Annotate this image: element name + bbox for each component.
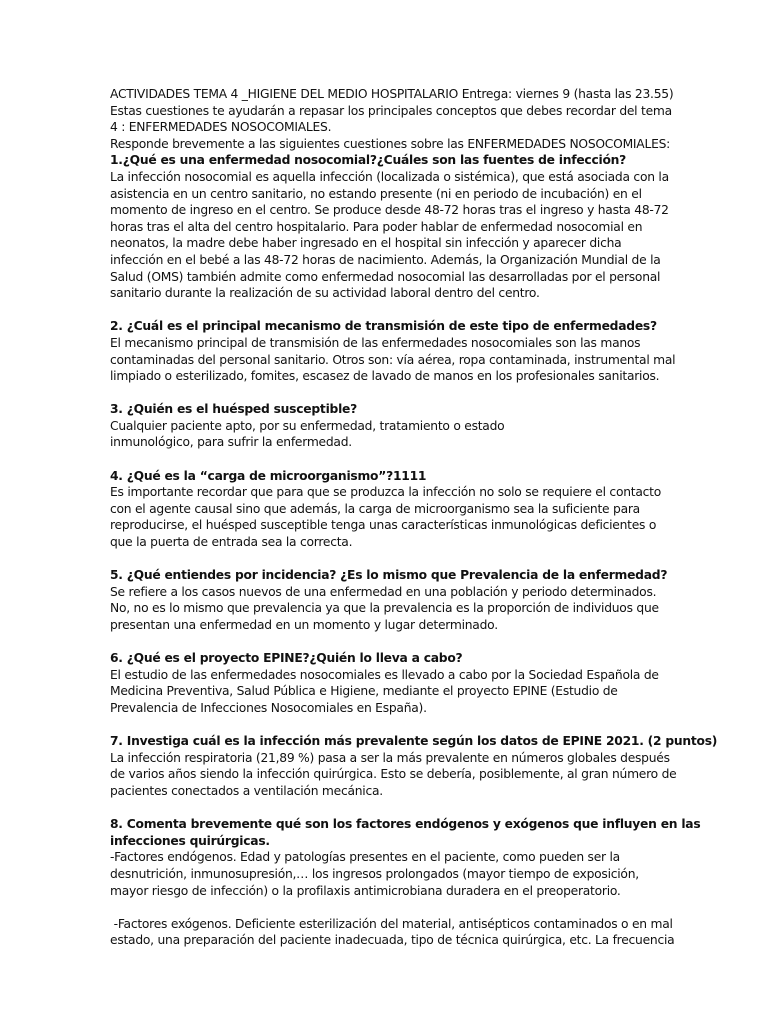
question-1 bbox=[110, 152, 669, 301]
question-7 bbox=[110, 733, 718, 799]
answer-line: mayor riesgo de infección) o la profilaxis antimicrobiana duradera en el preoperatorio. bbox=[110, 883, 621, 898]
answer-line: reproducirse, el huésped susceptible tenga unas características inmunológicas deficientes o bbox=[110, 518, 657, 533]
question-title: 7. Investiga cuál es la infección más prevalente según los datos de EPINE 2021. (2 puntos) bbox=[110, 734, 718, 749]
paragraph-gap bbox=[110, 899, 660, 916]
answer-line: pacientes conectados a ventilación mecánica. bbox=[110, 783, 383, 798]
answer-line: Prevalencia de Infecciones Nosocomiales en España). bbox=[110, 700, 427, 715]
document-page bbox=[110, 86, 718, 949]
answer-line: La infección nosocomial es aquella infección (localizada o sistémica), que está asociada con la bbox=[110, 169, 669, 184]
answer-line: presentan una enfermedad en un momento y lugar determinado. bbox=[110, 618, 498, 632]
answer-line: Cualquier paciente apto, por su enfermedad, tratamiento o estado bbox=[110, 418, 505, 433]
answer-line: desnutrición, inmunosupresión,… los ingresos prolongados (mayor tiempo de exposición, bbox=[110, 866, 639, 881]
question-title: 4. ¿Qué es la “carga de microorganismo”?1111 bbox=[110, 468, 427, 483]
question-title: 2. ¿Cuál es el principal mecanismo de transmisión de este tipo de enfermedades? bbox=[110, 319, 657, 334]
answer-line: Es importante recordar que para que se produzca la infección no solo se requiere el contacto bbox=[110, 485, 661, 500]
answer-line: neonatos, la madre debe haber ingresado en el hospital sin infección y aparecer dicha bbox=[110, 236, 622, 251]
answer-line: El mecanismo principal de transmisión de las enfermedades nosocomiales son las manos bbox=[110, 335, 641, 350]
answer-line: contaminadas del personal sanitario. Otros son: vía aérea, ropa contaminada, instrumental mal bbox=[110, 352, 676, 367]
answer-line: -Factores exógenos. Deficiente esterilización del material, antisépticos contaminados o en mal bbox=[110, 916, 673, 931]
answer-line: infección en el bebé a las 48-72 horas de nacimiento. Además, la Organización Mundial de la bbox=[110, 252, 661, 267]
question-title: 8. Comenta brevemente qué son los factores endógenos y exógenos que influyen en las bbox=[110, 817, 701, 832]
answer-line: sanitario durante la realización de su actividad laboral dentro del centro. bbox=[110, 286, 540, 301]
paragraph-gap bbox=[110, 385, 660, 402]
answer-line: de varios años siendo la infección quirúrgica. Esto se debería, posiblemente, al gran número de bbox=[110, 767, 677, 782]
question-title: 5. ¿Qué entiendes por incidencia? ¿Es lo mismo que Prevalencia de la enfermedad? bbox=[110, 568, 668, 583]
question-4 bbox=[110, 468, 660, 551]
question-title: 1.¿Qué es una enfermedad nosocomial?¿Cuáles son las fuentes de infección? bbox=[110, 153, 627, 168]
question-3 bbox=[110, 401, 660, 451]
paragraph-gap bbox=[110, 551, 660, 568]
answer-line: momento de ingreso en el centro. Se produce desde 48-72 horas tras el ingreso y hasta 48-72 bbox=[110, 203, 669, 218]
paragraph-gap bbox=[110, 302, 660, 319]
question-8 bbox=[110, 816, 701, 949]
answer-line: No, no es lo mismo que prevalencia ya que la prevalencia es la proporción de individuos que bbox=[110, 601, 659, 616]
question-2 bbox=[110, 318, 676, 384]
answer-line: limpiado o esterilizado, fomites, escasez de lavado de manos en los profesionales sanitarios. bbox=[110, 369, 660, 384]
answer-line: La infección respiratoria (21,89 %) pasa a ser la más prevalente en números globales después bbox=[110, 750, 670, 765]
answer-line: Se refiere a los casos nuevos de una enfermedad en una población y periodo determinados. bbox=[110, 584, 657, 599]
paragraph-gap bbox=[110, 451, 660, 468]
answer-line: con el agente causal sino que además, la carga de microorganismo sea la suficiente para bbox=[110, 501, 640, 516]
paragraph-gap bbox=[110, 717, 660, 734]
question-title: 6. ¿Qué es el proyecto EPINE?¿Quién lo lleva a cabo? bbox=[110, 651, 463, 666]
header-line: Estas cuestiones te ayudarán a repasar los principales conceptos que debes recordar del tema bbox=[110, 103, 672, 118]
question-5 bbox=[110, 567, 668, 633]
document-header bbox=[110, 86, 674, 152]
answer-line: asistencia en un centro sanitario, no estando presente (ni en periodo de incubación) en el bbox=[110, 186, 642, 201]
header-line: ACTIVIDADES TEMA 4 _HIGIENE DEL MEDIO HOSPITALARIO Entrega: viernes 9 (hasta las 23.55) bbox=[110, 87, 674, 101]
header-line: Responde brevemente a las siguientes cuestiones sobre las ENFERMEDADES NOSOCOMIALES: bbox=[110, 136, 671, 151]
answer-line: -Factores endógenos. Edad y patologías presentes en el paciente, como pueden ser la bbox=[110, 850, 620, 865]
paragraph-gap bbox=[110, 634, 660, 651]
question-6 bbox=[110, 650, 660, 716]
answer-line: El estudio de las enfermedades nosocomiales es llevado a cabo por la Sociedad Española de bbox=[110, 667, 659, 682]
question-title: infecciones quirúrgicas. bbox=[110, 833, 270, 848]
answer-line: Medicina Preventiva, Salud Pública e Higiene, mediante el proyecto EPINE (Estudio de bbox=[110, 684, 618, 699]
paragraph-gap bbox=[110, 800, 660, 817]
header-line: 4 : ENFERMEDADES NOSOCOMIALES. bbox=[110, 120, 332, 135]
answer-line: horas tras el alta del centro hospitalario. Para poder hablar de enfermedad nosocomial en bbox=[110, 219, 643, 234]
answer-line: Salud (OMS) también admite como enfermedad nosocomial las desarrolladas por el personal bbox=[110, 269, 661, 284]
question-title: 3. ¿Quién es el huésped susceptible? bbox=[110, 402, 358, 417]
answer-line: estado, una preparación del paciente inadecuada, tipo de técnica quirúrgica, etc. La frecuencia bbox=[110, 933, 675, 948]
answer-line: que la puerta de entrada sea la correcta. bbox=[110, 535, 353, 550]
answer-line: inmunológico, para sufrir la enfermedad. bbox=[110, 435, 352, 450]
